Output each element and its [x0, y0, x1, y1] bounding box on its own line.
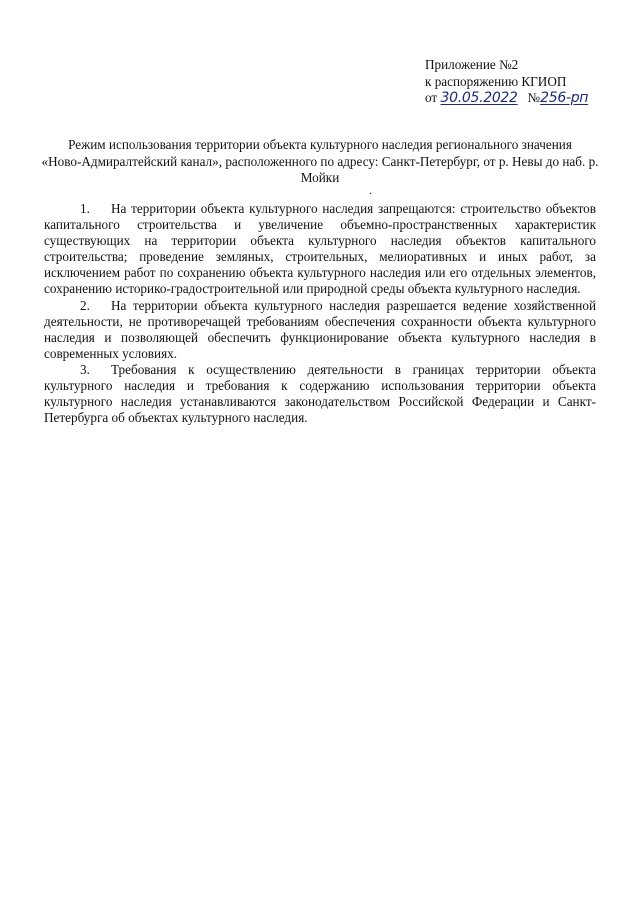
stray-mark: . — [369, 183, 372, 197]
paragraph-number: 1. — [80, 201, 90, 216]
heading-line-1: Режим использования территории объекта культурного наследия регионального значения — [68, 137, 572, 152]
paragraph-text: На территории объекта культурного наследия запрещаются: строительство объектов капитального строительства и увеличение объемно-пространственных характеристик существующих на территории объекта культурного наследия объектов капитального строительства; проведение земляных, строительных, мелиоративных и иных работ, за исключением работ по сохранению объекта культурного наследия или его отдельных элементов, сохранению историко-градостроительной или природной среды объекта культурного наследия. — [44, 201, 596, 297]
handwritten-date: 30.05.2022 — [440, 90, 518, 106]
paragraph-text: Требования к осуществлению деятельности в границах территории объекта культурного наследия и требования к содержанию использования территории объекта культурного наследия устанавливаются законодательством Российской Федерации и Санкт-Петербурга об объектах культурного наследия. — [44, 361, 596, 426]
handwritten-number: 256-рп — [540, 90, 589, 106]
annex-order-ref: к распоряжению КГИОП — [425, 73, 567, 89]
annex-title: Приложение №2 — [425, 57, 519, 72]
paragraph-1 — [44, 201, 596, 298]
document-body — [44, 201, 596, 426]
number-prefix: № — [527, 90, 541, 105]
document-heading — [40, 137, 600, 187]
paragraph-number: 3. — [80, 361, 90, 377]
annex-header — [425, 57, 588, 107]
paragraph-number: 2. — [80, 297, 90, 313]
paragraph-2 — [44, 298, 596, 362]
heading-line-3: Мойки — [300, 170, 340, 185]
paragraph-text: На территории объекта культурного наследия разрешается ведение хозяйственной деятельности, не противоречащей требованиям обеспечения сохранности объекта культурного наследия и позволяющей обеспечить функционирование объекта культурного наследия в современных условиях. — [44, 297, 596, 361]
paragraph-3 — [44, 362, 596, 426]
heading-line-2: «Ново-Адмиралтейский канал», расположенного по адресу: Санкт-Петербург, от р. Невы до наб. р. — [41, 153, 599, 169]
annex-date-number — [425, 90, 588, 107]
date-prefix: от — [425, 90, 438, 105]
